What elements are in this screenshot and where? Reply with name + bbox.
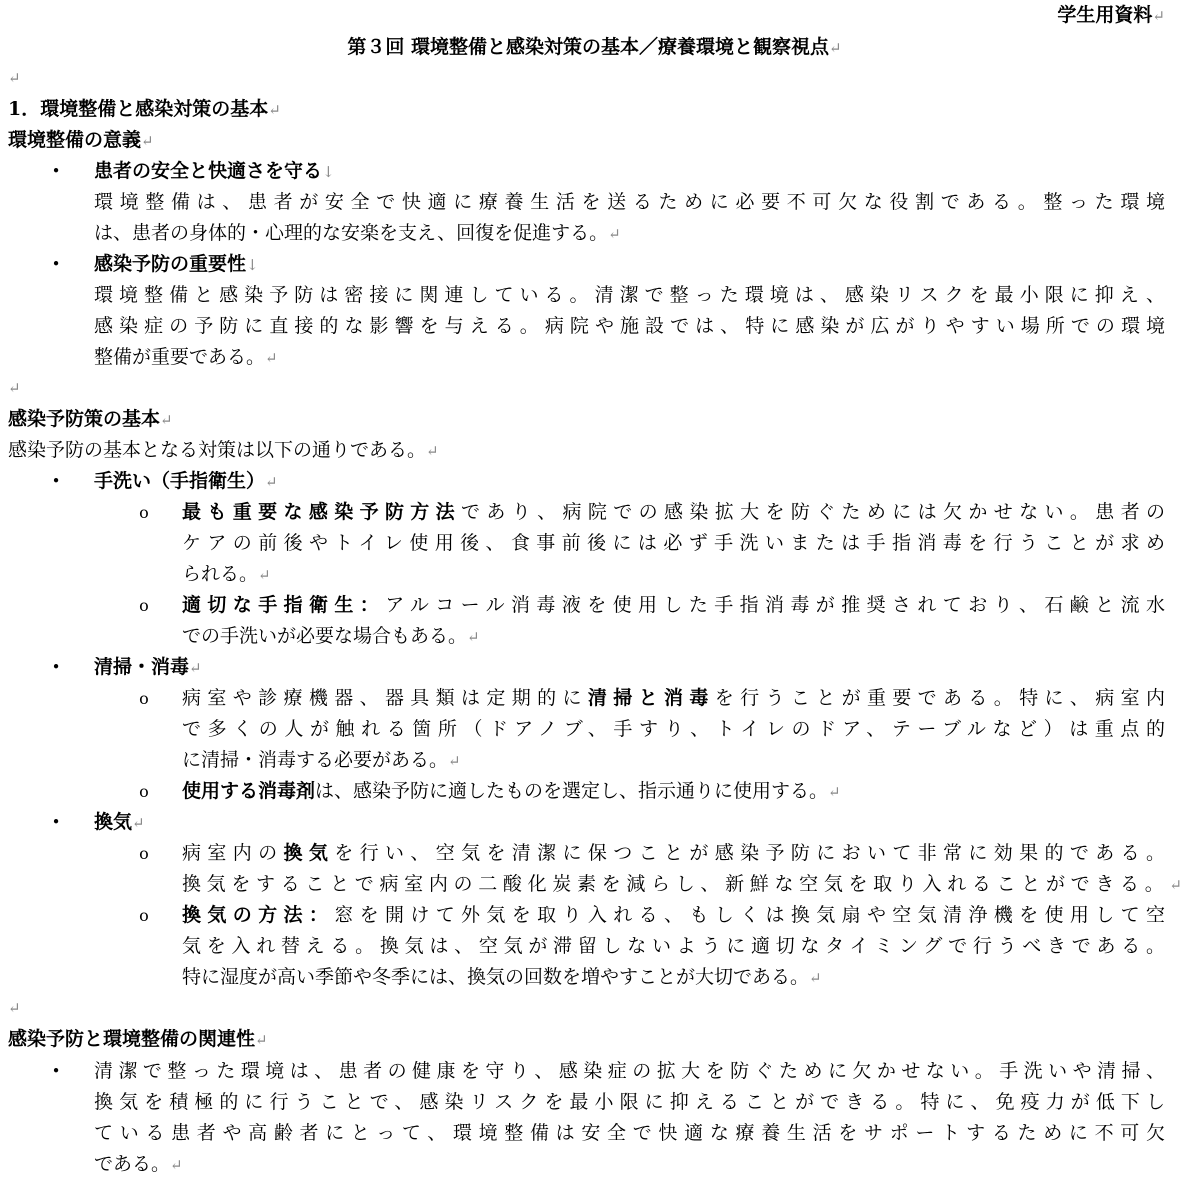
- paragraph-line: 適切な手指衛生：アルコール消毒液を使用した手指消毒が推奨されており、石鹸と流水: [182, 594, 1165, 616]
- paragraph-line: ている患者や高齢者にとって、環境整備は安全で快適な療養生活をサポートするために不可欠: [94, 1122, 1165, 1144]
- intro-text: 感染予防の基本となる対策は以下の通りである。↵: [8, 439, 439, 461]
- bullet-circle: o: [139, 503, 149, 522]
- paragraph-line: で多くの人が触れる箇所（ドアノブ、手すり、トイレのドア、テーブルなど）は重点的: [182, 718, 1165, 740]
- paragraph-line: 病室や診療機器、器具類は定期的に清掃と消毒を行うことが重要である。特に、病室内: [182, 687, 1165, 709]
- list-item-title: 換気↵: [94, 811, 145, 833]
- paragraph-line: 病室内の換気を行い、空気を清潔に保つことが感染予防において非常に効果的である。: [182, 842, 1165, 864]
- empty-paragraph-mark: ↵: [8, 379, 21, 397]
- bullet-disc: •: [51, 1062, 61, 1080]
- bullet-circle: o: [139, 844, 149, 863]
- bullet-circle: o: [139, 596, 149, 615]
- paragraph-line: に清掃・消毒する必要がある。↵: [182, 749, 461, 771]
- bullet-disc: •: [51, 162, 61, 180]
- paragraph-line: 換気を積極的に行うことで、感染リスクを最小限に抑えることができる。特に、免疫力が低下し: [94, 1091, 1165, 1113]
- bullet-circle: o: [139, 782, 149, 801]
- paragraph-line: られる。↵: [182, 563, 271, 585]
- paragraph-line: 特に湿度が高い季節や冬季には、換気の回数を増やすことが大切である。↵: [182, 966, 822, 988]
- subsection-heading: 環境整備の意義↵: [8, 129, 154, 151]
- subsection-heading: 感染予防と環境整備の関連性↵: [8, 1028, 268, 1050]
- paragraph-line: 使用する消毒剤は、感染予防に適したものを選定し、指示通りに使用する。↵: [182, 780, 841, 802]
- paragraph-line: 環境整備と感染予防は密接に関連している。清潔で整った環境は、感染リスクを最小限に抑え、: [94, 284, 1165, 306]
- bullet-circle: o: [139, 689, 149, 708]
- paragraph-line: 換気の方法：窓を開けて外気を取り入れる、もしくは換気扇や空気清浄機を使用して空: [182, 904, 1165, 926]
- empty-paragraph-mark: ↵: [8, 69, 21, 87]
- paragraph-line: である。↵: [94, 1153, 183, 1175]
- paragraph-line: ケアの前後やトイレ使用後、食事前後には必ず手洗いまたは手指消毒を行うことが求め: [182, 532, 1165, 554]
- list-item-title: 手洗い（手指衛生）↵: [94, 470, 278, 492]
- paragraph-line: での手洗いが必要な場合もある。↵: [182, 625, 480, 647]
- bullet-disc: •: [51, 813, 61, 831]
- list-item-title: 清掃・消毒↵: [94, 656, 202, 678]
- paragraph-line: は、患者の身体的・心理的な安楽を支え、回復を促進する。↵: [94, 222, 621, 244]
- bullet-disc: •: [51, 472, 61, 490]
- bullet-disc: •: [51, 658, 61, 676]
- subsection-heading: 感染予防策の基本↵: [8, 408, 173, 430]
- empty-paragraph-mark: ↵: [8, 999, 21, 1017]
- list-item-title: 患者の安全と快適さを守る↓: [94, 160, 335, 182]
- document-title: 第３回 環境整備と感染対策の基本／療養環境と観察視点↵: [347, 36, 842, 58]
- section-heading: 1．環境整備と感染対策の基本↵: [8, 98, 281, 120]
- paragraph-line: 環境整備は、患者が安全で快適に療養生活を送るために必要不可欠な役割である。整った環境: [94, 191, 1165, 213]
- bullet-disc: •: [51, 255, 61, 273]
- list-item-title: 感染予防の重要性↓: [94, 253, 259, 275]
- bullet-circle: o: [139, 906, 149, 925]
- paragraph-line: 清潔で整った環境は、患者の健康を守り、感染症の拡大を防ぐために欠かせない。手洗いや清掃、: [94, 1060, 1165, 1082]
- paragraph-line: 換気をすることで病室内の二酸化炭素を減らし、新鮮な空気を取り入れることができる。↵: [182, 873, 1182, 895]
- paragraph-line: 感染症の予防に直接的な影響を与える。病院や施設では、特に感染が広がりやすい場所での環境: [94, 315, 1165, 337]
- header-label: 学生用資料↵: [1057, 4, 1165, 26]
- paragraph-line: 整備が重要である。↵: [94, 346, 278, 368]
- paragraph-line: 最も重要な感染予防方法であり、病院での感染拡大を防ぐためには欠かせない。患者の: [182, 501, 1165, 523]
- paragraph-line: 気を入れ替える。換気は、空気が滞留しないように適切なタイミングで行うべきである。: [182, 935, 1165, 957]
